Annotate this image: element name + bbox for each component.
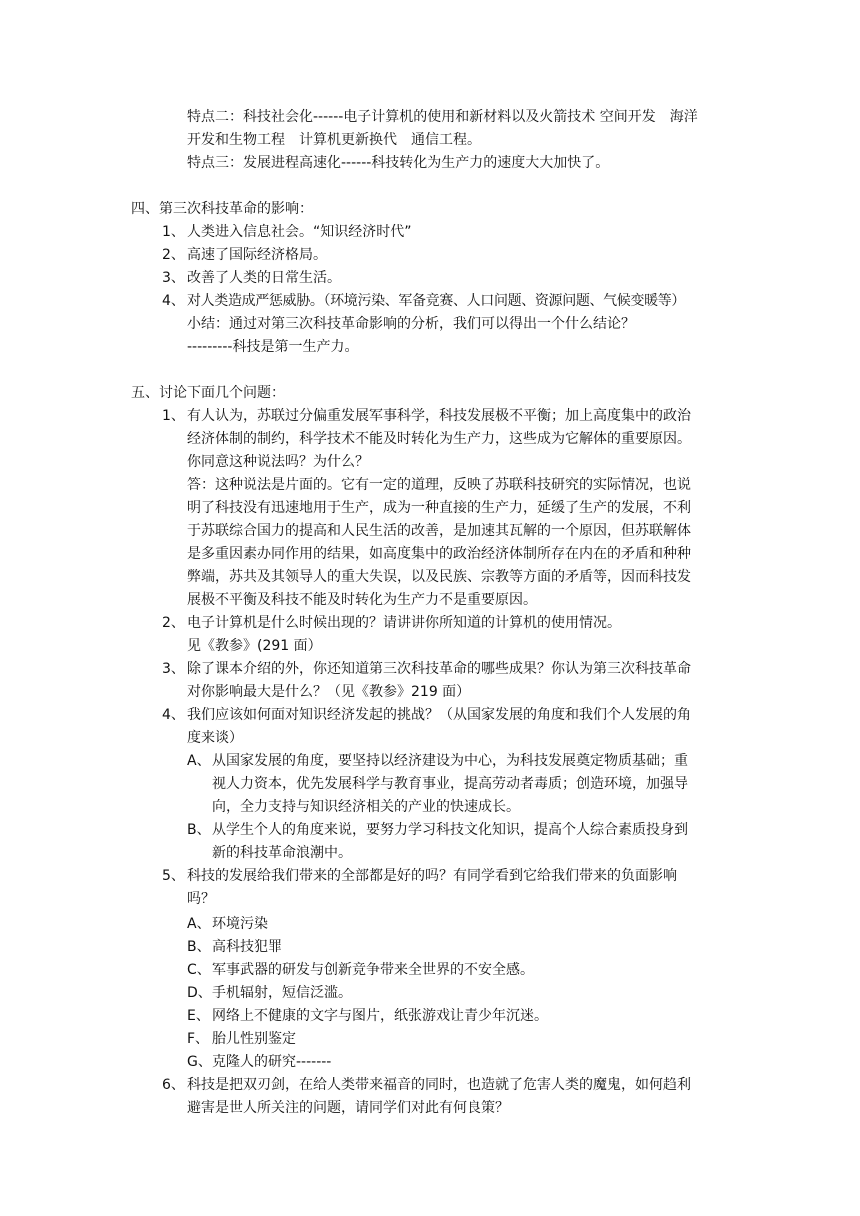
s4-item-4-text: 对人类造成严惩威胁。（环境污染、军备竞赛、人口问题、资源问题、气候变暖等）: [187, 293, 686, 309]
q1-number: 1、: [162, 408, 185, 424]
q2-reference: 见《教参》(291 面）: [187, 638, 322, 654]
s4-item-1-text: 人类进入信息社会。“知识经济时代”: [187, 224, 412, 240]
q5-sub-f-text: 胎儿性别鉴定: [212, 1031, 296, 1047]
q5-sub-b-letter: B、: [187, 939, 211, 955]
section-5-heading: 五、讨论下面几个问题：: [131, 385, 285, 401]
q4-sub-b-line: 新的科技革命浪潮中。: [212, 845, 352, 861]
q5-sub-e-letter: E、: [187, 1008, 210, 1024]
q5-line: 科技的发展给我们带来的全部都是好的吗？有同学看到它给我们带来的负面影响: [187, 868, 677, 884]
q5-sub-f-letter: F、: [187, 1031, 210, 1047]
q6-number: 6、: [162, 1077, 185, 1093]
q1-answer-line: 展极不平衡及科技不能及时转化为生产力不是重要原因。: [187, 592, 537, 608]
q5-number: 5、: [162, 868, 185, 884]
q1-answer-line: 弊端，苏共及其领导人的重大失误，以及民族、宗教等方面的矛盾等，因而科技发: [187, 569, 691, 585]
q4-sub-a-line: 向，全力支持与知识经济相关的产业的快速成长。: [212, 799, 520, 815]
q1-line: 有人认为，苏联过分偏重发展军事科学，科技发展极不平衡；加上高度集中的政治: [187, 408, 691, 424]
s4-item-3-text: 改善了人类的日常生活。: [187, 270, 341, 286]
q1-answer-line: 答：这种说法是片面的。它有一定的道理，反映了苏联科技研究的实际情况，也说: [187, 477, 691, 493]
q2-line: 电子计算机是什么时候出现的？请讲讲你所知道的计算机的使用情况。: [187, 615, 621, 631]
feature-two-line-1: 特点二：科技社会化------电子计算机的使用和新材料以及火箭技术 空间开发 海洋: [187, 109, 698, 125]
q4-sub-b-letter: B、: [187, 822, 211, 838]
s4-item-4-number: 4、: [162, 293, 185, 309]
q5-sub-g-letter: G、: [187, 1054, 212, 1070]
q1-line: 你同意这种说法吗？为什么？: [187, 454, 369, 470]
q4-sub-b-line: 从学生个人的角度来说，要努力学习科技文化知识，提高个人综合素质投身到: [212, 822, 688, 838]
q4-sub-a-line: 从国家发展的角度，要坚持以经济建设为中心，为科技发展奠定物质基础；重: [212, 753, 688, 769]
s4-item-3-number: 3、: [162, 270, 185, 286]
s4-summary: 小结：通过对第三次科技革命影响的分析，我们可以得出一个什么结论？: [187, 316, 635, 332]
q5-sub-g-text: 克隆人的研究-------: [212, 1054, 332, 1070]
q3-line: 对你影响最大是什么？（见《教参》219 面）: [187, 684, 471, 700]
s4-conclusion: ---------科技是第一生产力。: [187, 339, 359, 355]
q5-sub-a-letter: A、: [187, 916, 211, 932]
q4-line: 我们应该如何面对知识经济发起的挑战？（从国家发展的角度和我们个人发展的角: [187, 707, 691, 723]
q3-number: 3、: [162, 661, 185, 677]
q4-sub-a-letter: A、: [187, 753, 211, 769]
s4-item-2-number: 2、: [162, 247, 185, 263]
q4-sub-a-line: 视人力资本，优先发展科学与教育事业，提高劳动者毒质；创造环境，加强导: [212, 776, 688, 792]
s4-item-2-text: 高速了国际经济格局。: [187, 247, 327, 263]
section-4-heading: 四、第三次科技革命的影响：: [131, 201, 313, 217]
q4-number: 4、: [162, 707, 185, 723]
q1-answer-line: 明了科技没有迅速地用于生产，成为一种直接的生产力，延缓了生产的发展，不利: [187, 500, 691, 516]
q5-sub-c-text: 军事武器的研发与创新竞争带来全世界的不安全感。: [212, 962, 534, 978]
q6-line: 科技是把双刃剑，在给人类带来福音的同时，也造就了危害人类的魔鬼，如何趋利: [187, 1077, 691, 1093]
q1-answer-line: 是多重因素办同作用的结果，如高度集中的政治经济体制所存在内在的矛盾和种种: [187, 546, 691, 562]
q5-sub-d-letter: D、: [187, 985, 212, 1001]
q6-line: 避害是世人所关注的问题，请同学们对此有何良策？: [187, 1100, 509, 1116]
q1-answer-line: 于苏联综合国力的提高和人民生活的改善，是加速其瓦解的一个原因，但苏联解体: [187, 523, 691, 539]
q1-line: 经济体制的制约，科学技术不能及时转化为生产力，这些成为它解体的重要原因。: [187, 431, 691, 447]
feature-two-line-2: 开发和生物工程 计算机更新换代 通信工程。: [187, 132, 481, 148]
q5-sub-d-text: 手机辐射，短信泛滥。: [212, 985, 352, 1001]
q2-number: 2、: [162, 615, 185, 631]
q5-line: 吗？: [187, 891, 215, 907]
q5-sub-e-text: 网络上不健康的文字与图片，纸张游戏让青少年沉迷。: [212, 1008, 548, 1024]
q3-line: 除了课本介绍的外，你还知道第三次科技革命的哪些成果？你认为第三次科技革命: [187, 661, 691, 677]
feature-three-line: 特点三：发展进程高速化------科技转化为生产力的速度大大加快了。: [187, 155, 610, 171]
q5-sub-a-text: 环境污染: [212, 916, 268, 932]
q5-sub-c-letter: C、: [187, 962, 211, 978]
q5-sub-b-text: 高科技犯罪: [212, 939, 282, 955]
s4-item-1-number: 1、: [162, 224, 185, 240]
q4-line: 度来谈）: [187, 730, 243, 746]
